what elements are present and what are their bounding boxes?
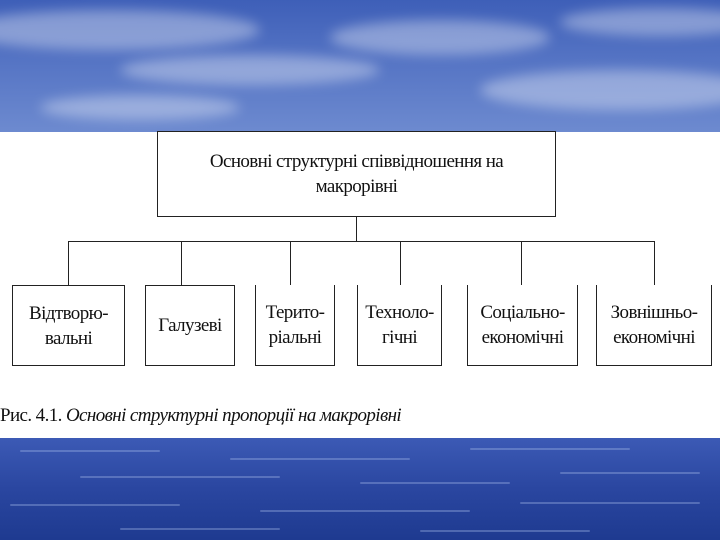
figure-caption-text: Основні структурні пропорції на макрорівні: [65, 405, 402, 426]
child-node-sectoral: [145, 285, 235, 366]
child-node-label: Зовнішньо- економічні: [610, 302, 698, 348]
child-node-foreign-economic: [596, 285, 712, 366]
connector-drop-1: [68, 241, 69, 285]
child-node-label: Соціально- економічні: [480, 302, 565, 348]
connector-root-stem: [356, 217, 357, 241]
child-node-socioeconomic: [467, 285, 578, 366]
child-node-label: Техноло- гічні: [365, 302, 434, 348]
connector-drop-6: [654, 241, 655, 285]
sky-background: [0, 0, 720, 135]
connector-drop-2: [181, 241, 182, 285]
child-node-technological: [357, 285, 442, 366]
figure-caption-label: Рис. 4.1.: [0, 405, 62, 426]
root-node-label: Основні структурні співвідношення на макрорівні: [209, 151, 504, 197]
connector-drop-3: [290, 241, 291, 285]
connector-drop-5: [521, 241, 522, 285]
child-node-label: Терито- ріальні: [265, 302, 325, 348]
connector-horizontal-bus: [68, 241, 655, 242]
root-node: [157, 131, 556, 217]
child-node-territorial: [255, 285, 335, 366]
connector-drop-4: [400, 241, 401, 285]
child-node-reproductive: [12, 285, 125, 366]
child-node-label: Відтворю- вальні: [29, 302, 108, 349]
figure-caption: [0, 405, 401, 427]
child-node-label: Галузеві: [158, 315, 222, 336]
sea-background: [0, 438, 720, 540]
